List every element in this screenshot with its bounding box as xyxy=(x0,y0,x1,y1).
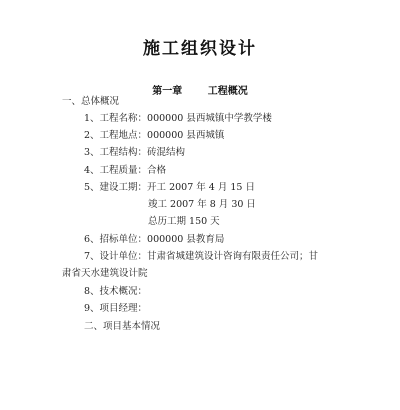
item-design-unit: 7、设计单位：甘肃省城建筑设计咨询有限责任公司；甘 xyxy=(84,251,319,262)
item-schedule-start: 5、建设工期：开工 2007 年 4 月 15 日 xyxy=(84,182,255,193)
item-structure: 3、工程结构：砖混结构 xyxy=(84,147,186,158)
chapter-number: 第一章 xyxy=(152,86,183,97)
item-project-location: 2、工程地点：000000 县西城镇 xyxy=(84,130,225,141)
section-heading-overview: 一、总体概况 xyxy=(62,96,120,107)
document-title: 施工组织设计 xyxy=(143,39,257,59)
item-schedule-total: 总历工期 150 天 xyxy=(148,216,220,227)
item-technical: 8、技术概况： xyxy=(84,286,148,297)
item-schedule-end: 竣工 2007 年 8 月 30 日 xyxy=(148,199,256,210)
section-heading-basics: 二、项目基本情况 xyxy=(84,321,161,332)
item-design-unit-cont: 肃省天水建筑设计院 xyxy=(62,268,148,279)
chapter-heading xyxy=(0,82,400,97)
chapter-title: 工程概况 xyxy=(207,86,248,97)
item-quality: 4、工程质量：合格 xyxy=(84,165,167,176)
item-tender-unit: 6、招标单位：000000 县教育局 xyxy=(84,234,225,245)
item-project-name: 1、工程名称：000000 县西城镇中学教学楼 xyxy=(84,113,272,124)
item-project-manager: 9、项目经理： xyxy=(84,303,148,314)
